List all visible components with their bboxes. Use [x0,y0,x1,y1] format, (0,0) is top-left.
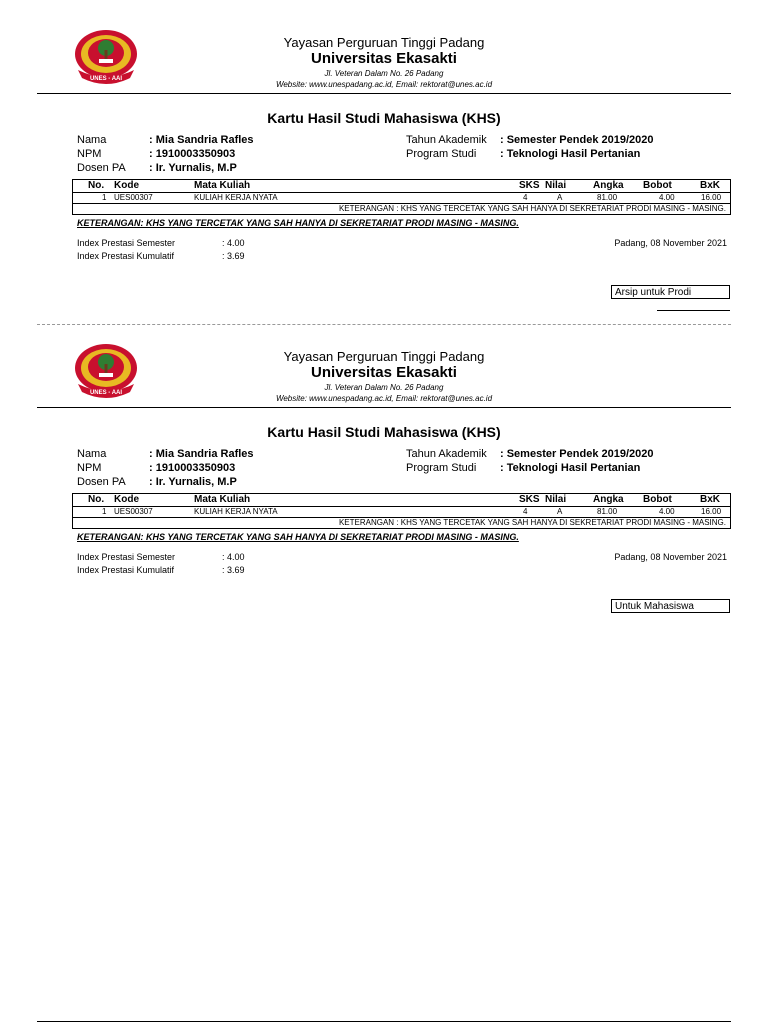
npm-label: NPM [77,148,102,160]
document-title: Kartu Hasil Studi Mahasiswa (KHS) [267,424,501,440]
prodi-value: : Teknologi Hasil Pertanian [500,148,641,160]
keterangan-row-text: KETERANGAN : KHS YANG TERCETAK YANG SAH HANYA DI SEKRETARIAT PRODI MASING - MASING. [338,518,726,527]
col-no: No. [88,180,105,191]
foundation-name: Yayasan Perguruan Tinggi Padang [283,349,485,364]
cell-nilai: A [557,193,563,202]
cell-bxk: 16.00 [701,193,722,202]
nama-value: : Mia Sandria Rafles [149,134,254,146]
cell-kode: UES00307 [114,507,153,516]
tahun-value: : Semester Pendek 2019/2020 [500,448,654,460]
logo-ribbon-text: UNES - AAI [89,390,123,396]
ips-label: Index Prestasi Semester [77,238,176,248]
col-bxk: BxK [700,494,721,505]
cut-line [37,324,731,325]
cell-sks: 4 [523,193,528,202]
prodi-label: Program Studi [406,148,477,160]
col-kode: Kode [114,494,139,505]
table-keterangan-row [72,517,731,529]
university-address: Jl. Veteran Dalam No. 26 Padang [324,69,444,78]
nama-label: Nama [77,134,107,146]
cell-mata-kuliah: KULIAH KERJA NYATA [194,193,278,202]
nama-label: Nama [77,448,107,460]
ips-value: : 4.00 [222,552,245,562]
dosen-value: : Ir. Yurnalis, M.P [149,162,237,174]
cell-mata-kuliah: KULIAH KERJA NYATA [194,507,278,516]
copy-for-box: Arsip untuk Prodi [611,285,730,299]
ipk-value: : 3.69 [222,565,245,575]
col-no: No. [88,494,105,505]
university-name: Universitas Ekasakti [311,50,457,67]
university-contact: Website: www.unespadang.ac.id, Email: rektorat@unes.ac.id [275,394,493,403]
col-nilai: Nilai [545,494,567,505]
col-sks: SKS [519,180,540,191]
cell-angka: 81.00 [597,193,618,202]
ips-label: Index Prestasi Semester [77,552,176,562]
ipk-label: Index Prestasi Kumulatif [77,565,175,575]
place-date: Padang, 08 November 2021 [614,552,727,562]
cell-angka: 81.00 [597,507,618,516]
col-sks: SKS [519,494,540,505]
col-mata-kuliah: Mata Kuliah [194,180,251,191]
col-bobot: Bobot [643,180,672,191]
col-bxk: BxK [700,180,721,191]
keterangan-row-text: KETERANGAN : KHS YANG TERCETAK YANG SAH HANYA DI SEKRETARIAT PRODI MASING - MASING. [338,204,726,213]
tahun-label: Tahun Akademik [406,134,487,146]
keterangan-note: KETERANGAN: KHS YANG TERCETAK YANG SAH HANYA DI SEKRETARIAT PRODI MASING - MASING. [77,218,519,228]
table-header-row [72,179,731,193]
npm-value: : 1910003350903 [149,462,236,474]
khs-sheet [0,0,768,300]
col-mata-kuliah: Mata Kuliah [194,494,251,505]
table-keterangan-row [72,203,731,215]
col-angka: Angka [593,494,624,505]
nama-value: : Mia Sandria Rafles [149,448,254,460]
cell-bobot: 4.00 [659,507,675,516]
ipk-label: Index Prestasi Kumulatif [77,251,175,261]
dosen-value: : Ir. Yurnalis, M.P [149,476,237,488]
cell-kode: UES00307 [114,193,153,202]
cell-sks: 4 [523,507,528,516]
university-name: Universitas Ekasakti [311,364,457,381]
col-angka: Angka [593,180,624,191]
table-header-row [72,493,731,507]
npm-label: NPM [77,462,102,474]
grades-table [72,179,731,218]
prodi-label: Program Studi [406,462,477,474]
header-divider [37,93,731,94]
cell-no: 1 [102,507,107,516]
tahun-label: Tahun Akademik [406,448,487,460]
university-contact: Website: www.unespadang.ac.id, Email: rektorat@unes.ac.id [275,80,493,89]
ips-value: : 4.00 [222,238,245,248]
grades-table [72,493,731,532]
dosen-label: Dosen PA [77,162,126,174]
bottom-divider [37,1021,731,1022]
cell-no: 1 [102,193,107,202]
prodi-value: : Teknologi Hasil Pertanian [500,462,641,474]
document-title: Kartu Hasil Studi Mahasiswa (KHS) [267,110,501,126]
copy-for-box: Untuk Mahasiswa [611,599,730,613]
cell-nilai: A [557,507,563,516]
signature-line [657,310,730,311]
cell-bobot: 4.00 [659,193,675,202]
header-divider [37,407,731,408]
dosen-label: Dosen PA [77,476,126,488]
foundation-name: Yayasan Perguruan Tinggi Padang [283,35,485,50]
col-nilai: Nilai [545,180,567,191]
cell-bxk: 16.00 [701,507,722,516]
keterangan-note: KETERANGAN: KHS YANG TERCETAK YANG SAH HANYA DI SEKRETARIAT PRODI MASING - MASING. [77,532,519,542]
col-bobot: Bobot [643,494,672,505]
university-address: Jl. Veteran Dalam No. 26 Padang [324,383,444,392]
logo-ribbon-text: UNES - AAI [89,76,123,82]
col-kode: Kode [114,180,139,191]
place-date: Padang, 08 November 2021 [614,238,727,248]
ipk-value: : 3.69 [222,251,245,261]
tahun-value: : Semester Pendek 2019/2020 [500,134,654,146]
npm-value: : 1910003350903 [149,148,236,160]
khs-sheet [0,314,768,614]
